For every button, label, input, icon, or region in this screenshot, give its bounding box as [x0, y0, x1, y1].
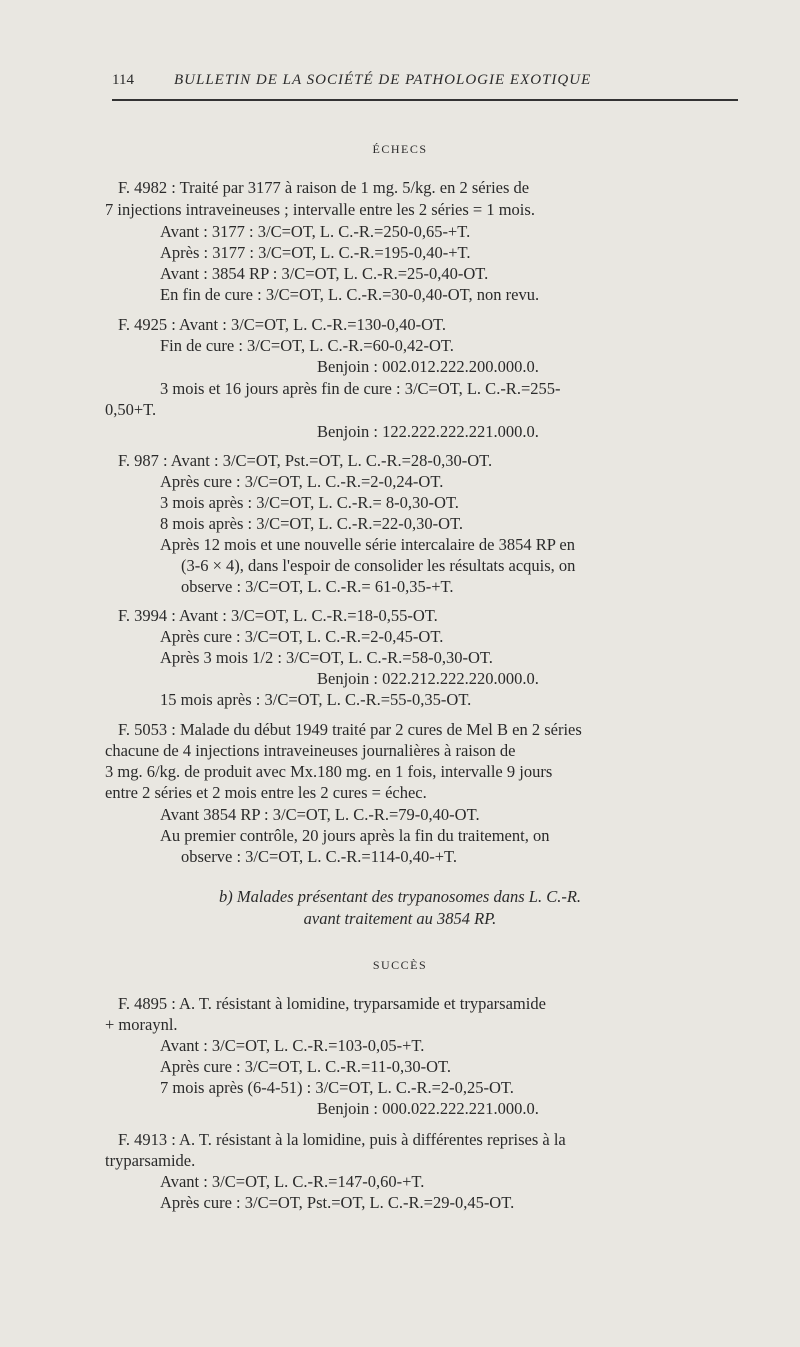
text-line: F. 5053 : Malade du début 1949 traité par 2 cures de Mel B en 2 séries	[118, 720, 582, 739]
text-line: tryparsamide.	[105, 1151, 196, 1170]
text-line: 8 mois après : 3/C=OT, L. C.-R.=22-0,30-OT.	[160, 514, 464, 533]
text-line: (3-6 × 4), dans l'espoir de consolider les résultats acquis, on	[181, 556, 576, 575]
text-line: En fin de cure : 3/C=OT, L. C.-R.=30-0,40-OT, non revu.	[160, 285, 540, 304]
text-line: chacune de 4 injections intraveineuses journalières à raison de	[105, 741, 516, 760]
text-line: Avant 3854 RP : 3/C=OT, L. C.-R.=79-0,40-OT.	[160, 805, 480, 824]
text-line: F. 4895 : A. T. résistant à lomidine, tryparsamide et tryparsamide	[118, 994, 546, 1013]
text-line: Après : 3177 : 3/C=OT, L. C.-R.=195-0,40-+T.	[160, 243, 471, 262]
text-line: F. 3994 : Avant : 3/C=OT, L. C.-R.=18-0,55-OT.	[118, 606, 438, 625]
text-line: + moraynl.	[105, 1015, 178, 1034]
text-line: Avant : 3/C=OT, L. C.-R.=103-0,05-+T.	[160, 1036, 425, 1055]
text-line: 0,50+T.	[105, 400, 157, 419]
text-line: Benjoin : 022.212.222.220.000.0.	[317, 669, 539, 688]
text-line: Avant : 3/C=OT, L. C.-R.=147-0,60-+T.	[160, 1172, 425, 1191]
text-line: 3 mois après : 3/C=OT, L. C.-R.= 8-0,30-OT.	[160, 493, 459, 512]
text-line: F. 4913 : A. T. résistant à la lomidine, puis à différentes reprises à la	[118, 1130, 566, 1149]
text-line: 7 mois après (6-4-51) : 3/C=OT, L. C.-R.=2-0,25-OT.	[160, 1078, 514, 1097]
text-line: Après cure : 3/C=OT, L. C.-R.=2-0,45-OT.	[160, 627, 444, 646]
text-line: observe : 3/C=OT, L. C.-R.=114-0,40-+T.	[181, 847, 457, 866]
text-line: entre 2 séries et 2 mois entre les 2 cures = échec.	[105, 783, 427, 802]
section-heading-echecs: ÉCHECS	[372, 142, 428, 156]
subsection-title-line-2: avant traitement au 3854 RP.	[303, 909, 497, 928]
text-line: Benjoin : 002.012.222.200.000.0.	[317, 357, 539, 376]
text-line: Au premier contrôle, 20 jours après la fin du traitement, on	[160, 826, 550, 845]
page-number: 114	[112, 72, 134, 88]
subsection-title-line-1: b) Malades présentant des trypanosomes dans L. C.-R.	[218, 887, 582, 906]
text-line: Après cure : 3/C=OT, L. C.-R.=11-0,30-OT.	[160, 1057, 451, 1076]
text-line: 15 mois après : 3/C=OT, L. C.-R.=55-0,35-OT.	[160, 690, 472, 709]
section-heading-succes: SUCCÈS	[372, 958, 428, 972]
text-line: Après 3 mois 1/2 : 3/C=OT, L. C.-R.=58-0,30-OT.	[160, 648, 493, 667]
text-line: F. 4925 : Avant : 3/C=OT, L. C.-R.=130-0,40-OT.	[118, 315, 447, 334]
text-line: observe : 3/C=OT, L. C.-R.= 61-0,35-+T.	[181, 577, 454, 596]
text-line: Après 12 mois et une nouvelle série intercalaire de 3854 RP en	[160, 535, 575, 554]
text-line: Benjoin : 000.022.222.221.000.0.	[317, 1099, 539, 1118]
text-line: F. 4982 : Traité par 3177 à raison de 1 mg. 5/kg. en 2 séries de	[118, 178, 530, 197]
text-line: Avant : 3177 : 3/C=OT, L. C.-R.=250-0,65-+T.	[160, 222, 471, 241]
text-line: Après cure : 3/C=OT, L. C.-R.=2-0,24-OT.	[160, 472, 444, 491]
text-line: Benjoin : 122.222.222.221.000.0.	[317, 422, 539, 441]
text-line: Après cure : 3/C=OT, Pst.=OT, L. C.-R.=29-0,45-OT.	[160, 1193, 515, 1212]
text-line: 3 mois et 16 jours après fin de cure : 3/C=OT, L. C.-R.=255-	[160, 379, 561, 398]
text-line: F. 987 : Avant : 3/C=OT, Pst.=OT, L. C.-R.=28-0,30-OT.	[118, 451, 493, 470]
text-line: 3 mg. 6/kg. de produit avec Mx.180 mg. en 1 fois, intervalle 9 jours	[105, 762, 553, 781]
text-line: Fin de cure : 3/C=OT, L. C.-R.=60-0,42-OT.	[160, 336, 454, 355]
text-line: Avant : 3854 RP : 3/C=OT, L. C.-R.=25-0,40-OT.	[160, 264, 489, 283]
header-rule	[112, 99, 738, 101]
running-header	[112, 70, 738, 94]
text-line: 7 injections intraveineuses ; intervalle entre les 2 séries = 1 mois.	[105, 200, 535, 219]
journal-title: BULLETIN DE LA SOCIÉTÉ DE PATHOLOGIE EXOTIQUE	[174, 72, 592, 88]
